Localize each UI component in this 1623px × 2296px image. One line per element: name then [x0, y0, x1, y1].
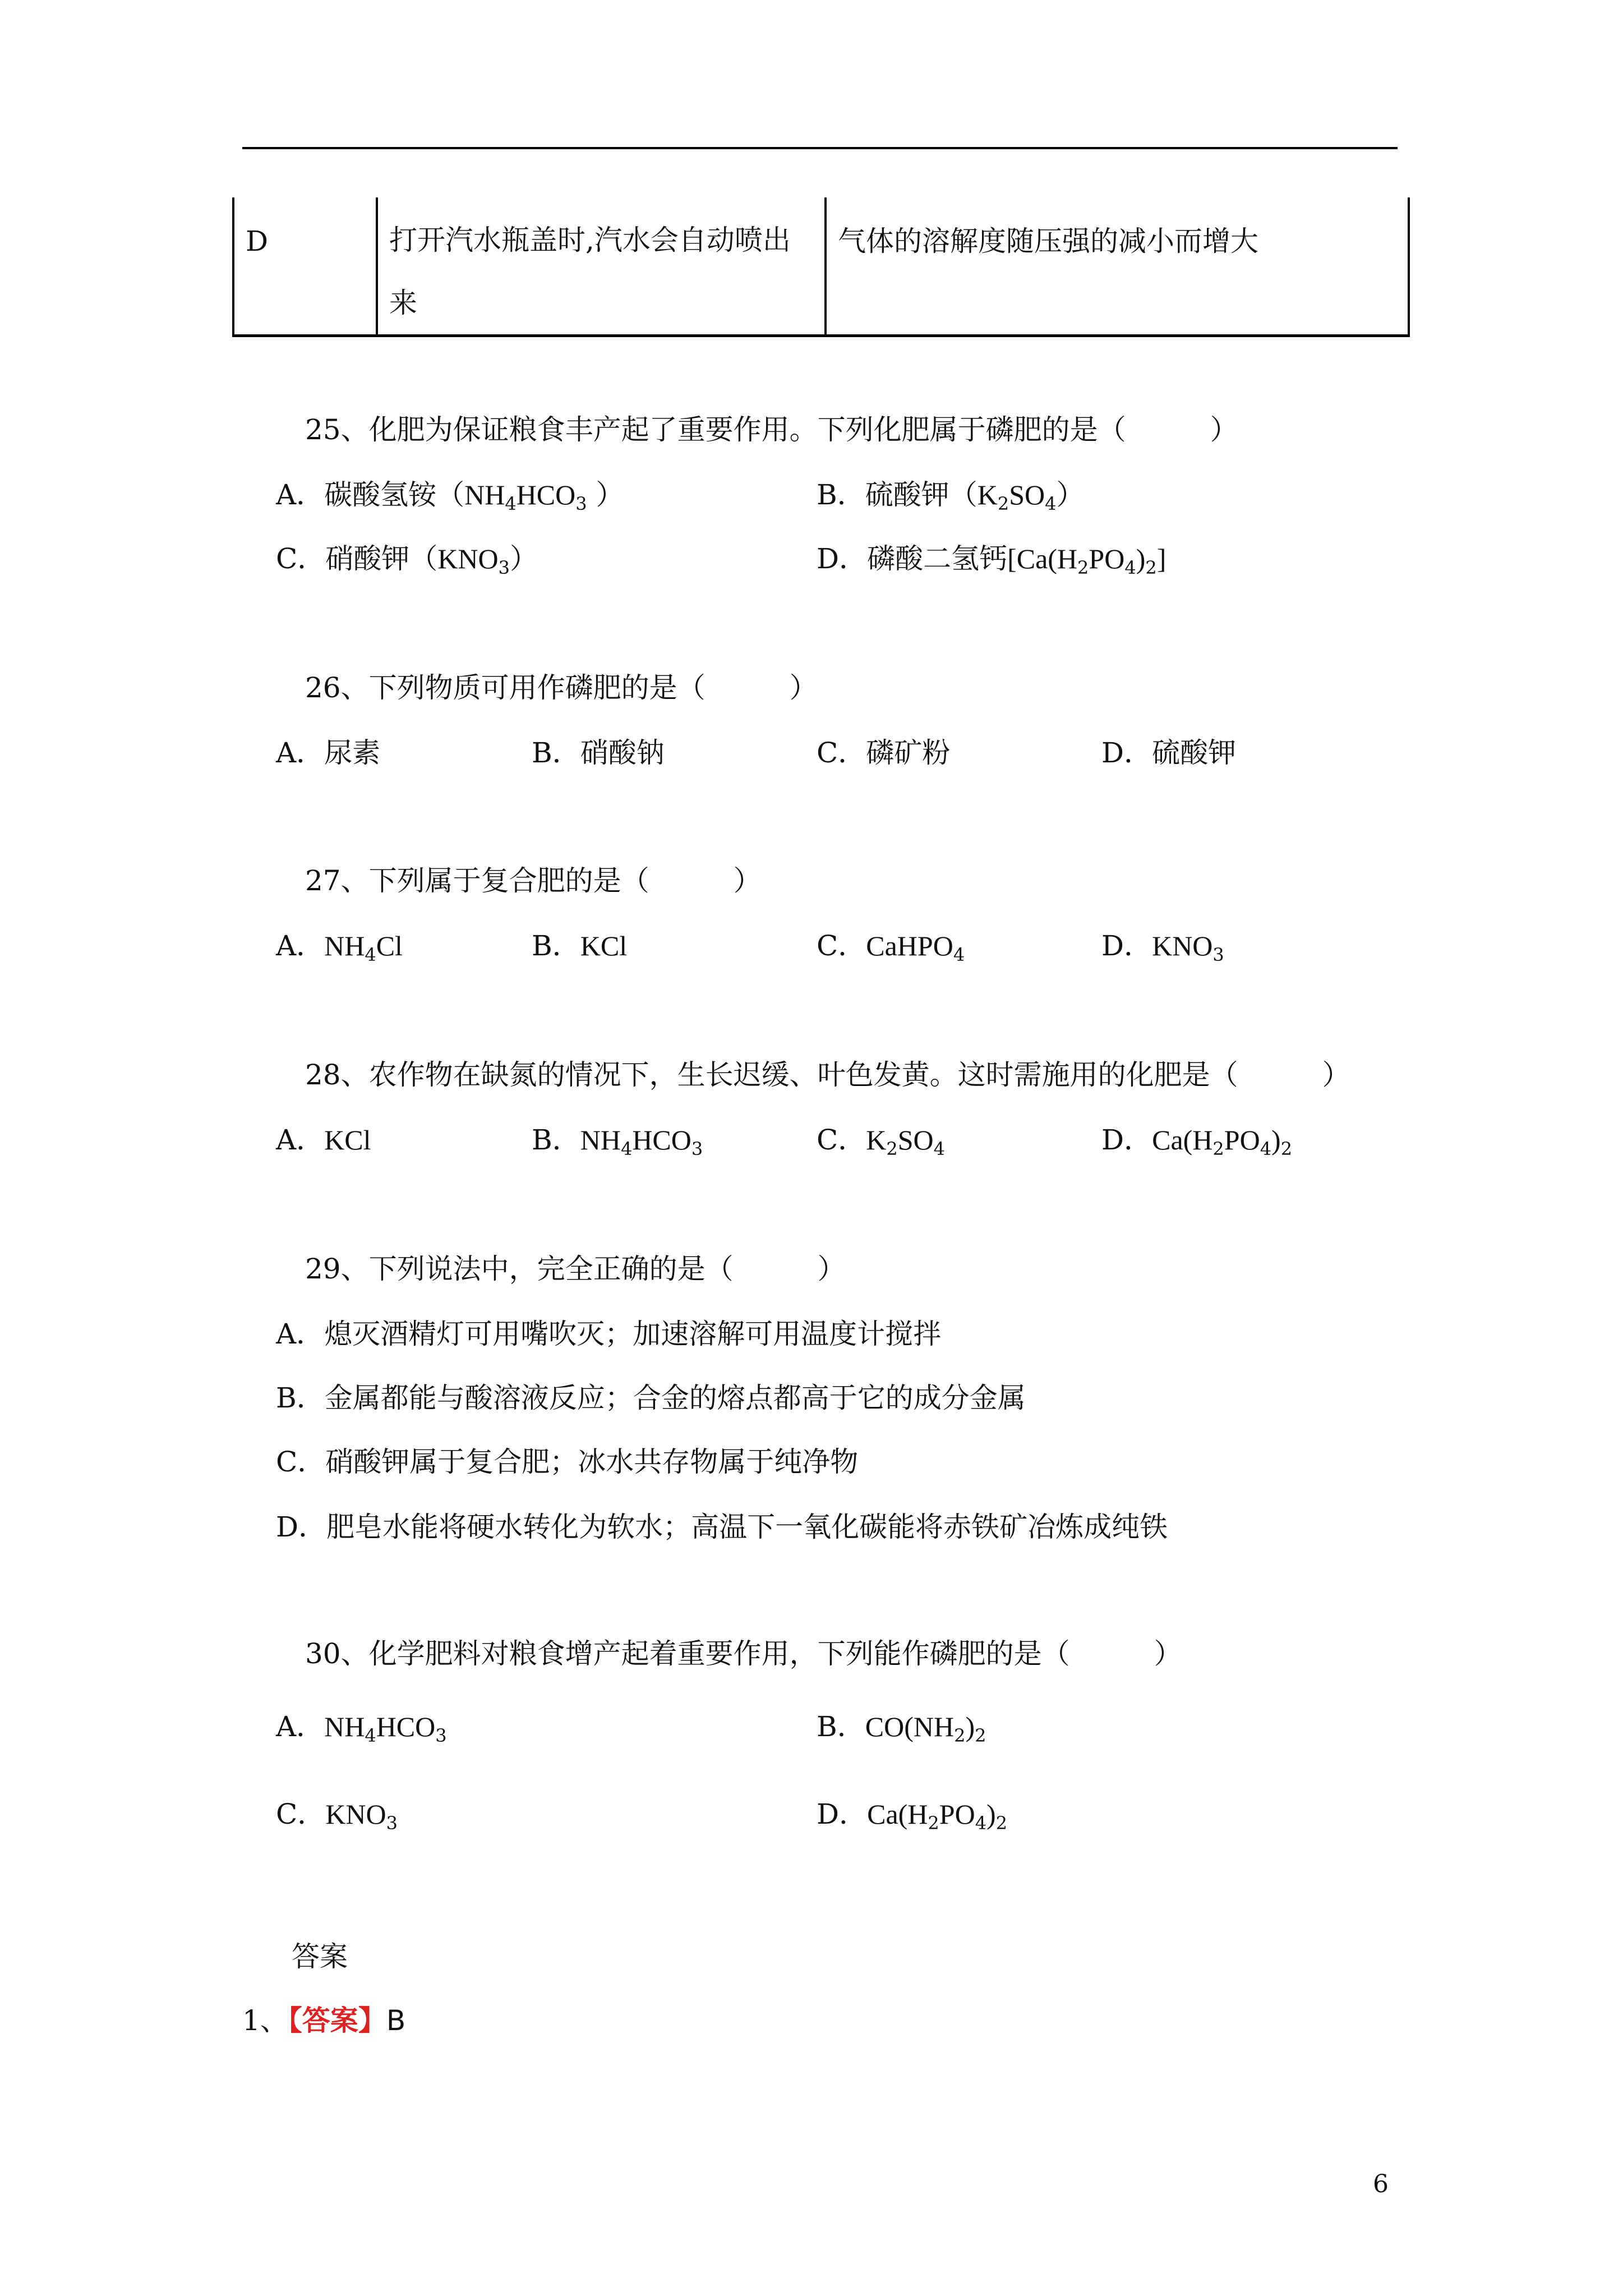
q26-option-c: C．磷矿粉: [817, 737, 951, 769]
q29-option-c: C．硝酸钾属于复合肥；冰水共存物属于纯净物: [276, 1446, 859, 1478]
q26-option-a: A．尿素: [276, 737, 381, 769]
q29-option-a: A．熄灭酒精灯可用嘴吹灭；加速溶解可用温度计搅拌: [276, 1318, 942, 1350]
q25-option-d: D．磷酸二氢钙$[Ca(H_2PO_4)_2]$: [817, 542, 1166, 578]
q26-stem: 26、下列物质可用作磷肥的是（ ）: [305, 671, 818, 704]
answer-tag: 【答案】: [288, 2004, 386, 2037]
row-explanation: 气体的溶解度随压强的减小而增大: [826, 197, 1409, 336]
q27-option-c: C．CaHPO$_4$: [817, 930, 965, 965]
q28-option-d: D．$Ca(H_2PO_4)_2$: [1101, 1124, 1293, 1159]
q28-option-c: C．$K_2SO_4$: [817, 1124, 946, 1159]
answer-number: 1、: [242, 2004, 288, 2037]
q28-stem: 28、农作物在缺氮的情况下，生长迟缓、叶色发黄。这时需施用的化肥是（ ）: [305, 1059, 1350, 1091]
q30-option-c: C．$KNO_3$: [276, 1798, 398, 1834]
q27-option-b: B．KCl: [532, 930, 628, 962]
table-row: [233, 197, 1409, 336]
explanation-table: [232, 197, 1410, 337]
q27-option-a: A．$NH_4Cl$: [276, 930, 403, 965]
q25-option-c: C．硝酸钾$(KNO_3)$: [276, 542, 538, 578]
q26-option-d: D．硫酸钾: [1101, 737, 1237, 769]
q25-option-a: A．碳酸氢铵（$NH_4HCO_3$ ）: [276, 478, 624, 514]
q26-option-b: B．硝酸钠: [532, 737, 665, 769]
q30-option-d: D．$Ca(H_2PO_4)_2$: [817, 1798, 1008, 1834]
q25-option-b: B．硫酸钾$(K_2SO_4)$: [817, 478, 1085, 514]
q28-option-a: A．KCl: [276, 1124, 371, 1156]
row-label: D: [233, 197, 377, 336]
q27-option-d: D．$KNO_3$: [1101, 930, 1224, 965]
q30-option-a: A．$NH_4HCO_3$: [276, 1710, 447, 1746]
q29-option-d: D．肥皂水能将硬水转化为软水；高温下一氧化碳能将赤铁矿冶炼成纯铁: [276, 1511, 1168, 1543]
q25-stem: 25、化肥为保证粮食丰产起了重要作用。下列化肥属于磷肥的是（ ）: [305, 413, 1238, 446]
q29-stem: 29、下列说法中，完全正确的是（ ）: [305, 1253, 846, 1285]
q30-stem: 30、化学肥料对粮食增产起着重要作用，下列能作磷肥的是（ ）: [305, 1637, 1182, 1670]
answer-item-1: [242, 1998, 405, 2039]
phenomenon-line-1: 打开汽水瓶盖时,汽水会自动喷出: [389, 224, 791, 256]
answer-value: B: [386, 2004, 406, 2037]
q30-option-b: B．$CO(NH_2)_2$: [817, 1710, 986, 1746]
q28-option-b: B．$NH_4HCO_3$: [532, 1124, 703, 1159]
header-rule: [242, 147, 1398, 149]
q29-option-b: B．金属都能与酸溶液反应；合金的熔点都高于它的成分金属: [276, 1382, 1026, 1414]
q27-stem: 27、下列属于复合肥的是（ ）: [305, 864, 762, 897]
phenomenon-line-2: 来: [389, 287, 417, 319]
page-number: 6: [1373, 2170, 1389, 2198]
answers-heading: 答案: [292, 1940, 348, 1973]
row-phenomenon: [377, 197, 826, 336]
